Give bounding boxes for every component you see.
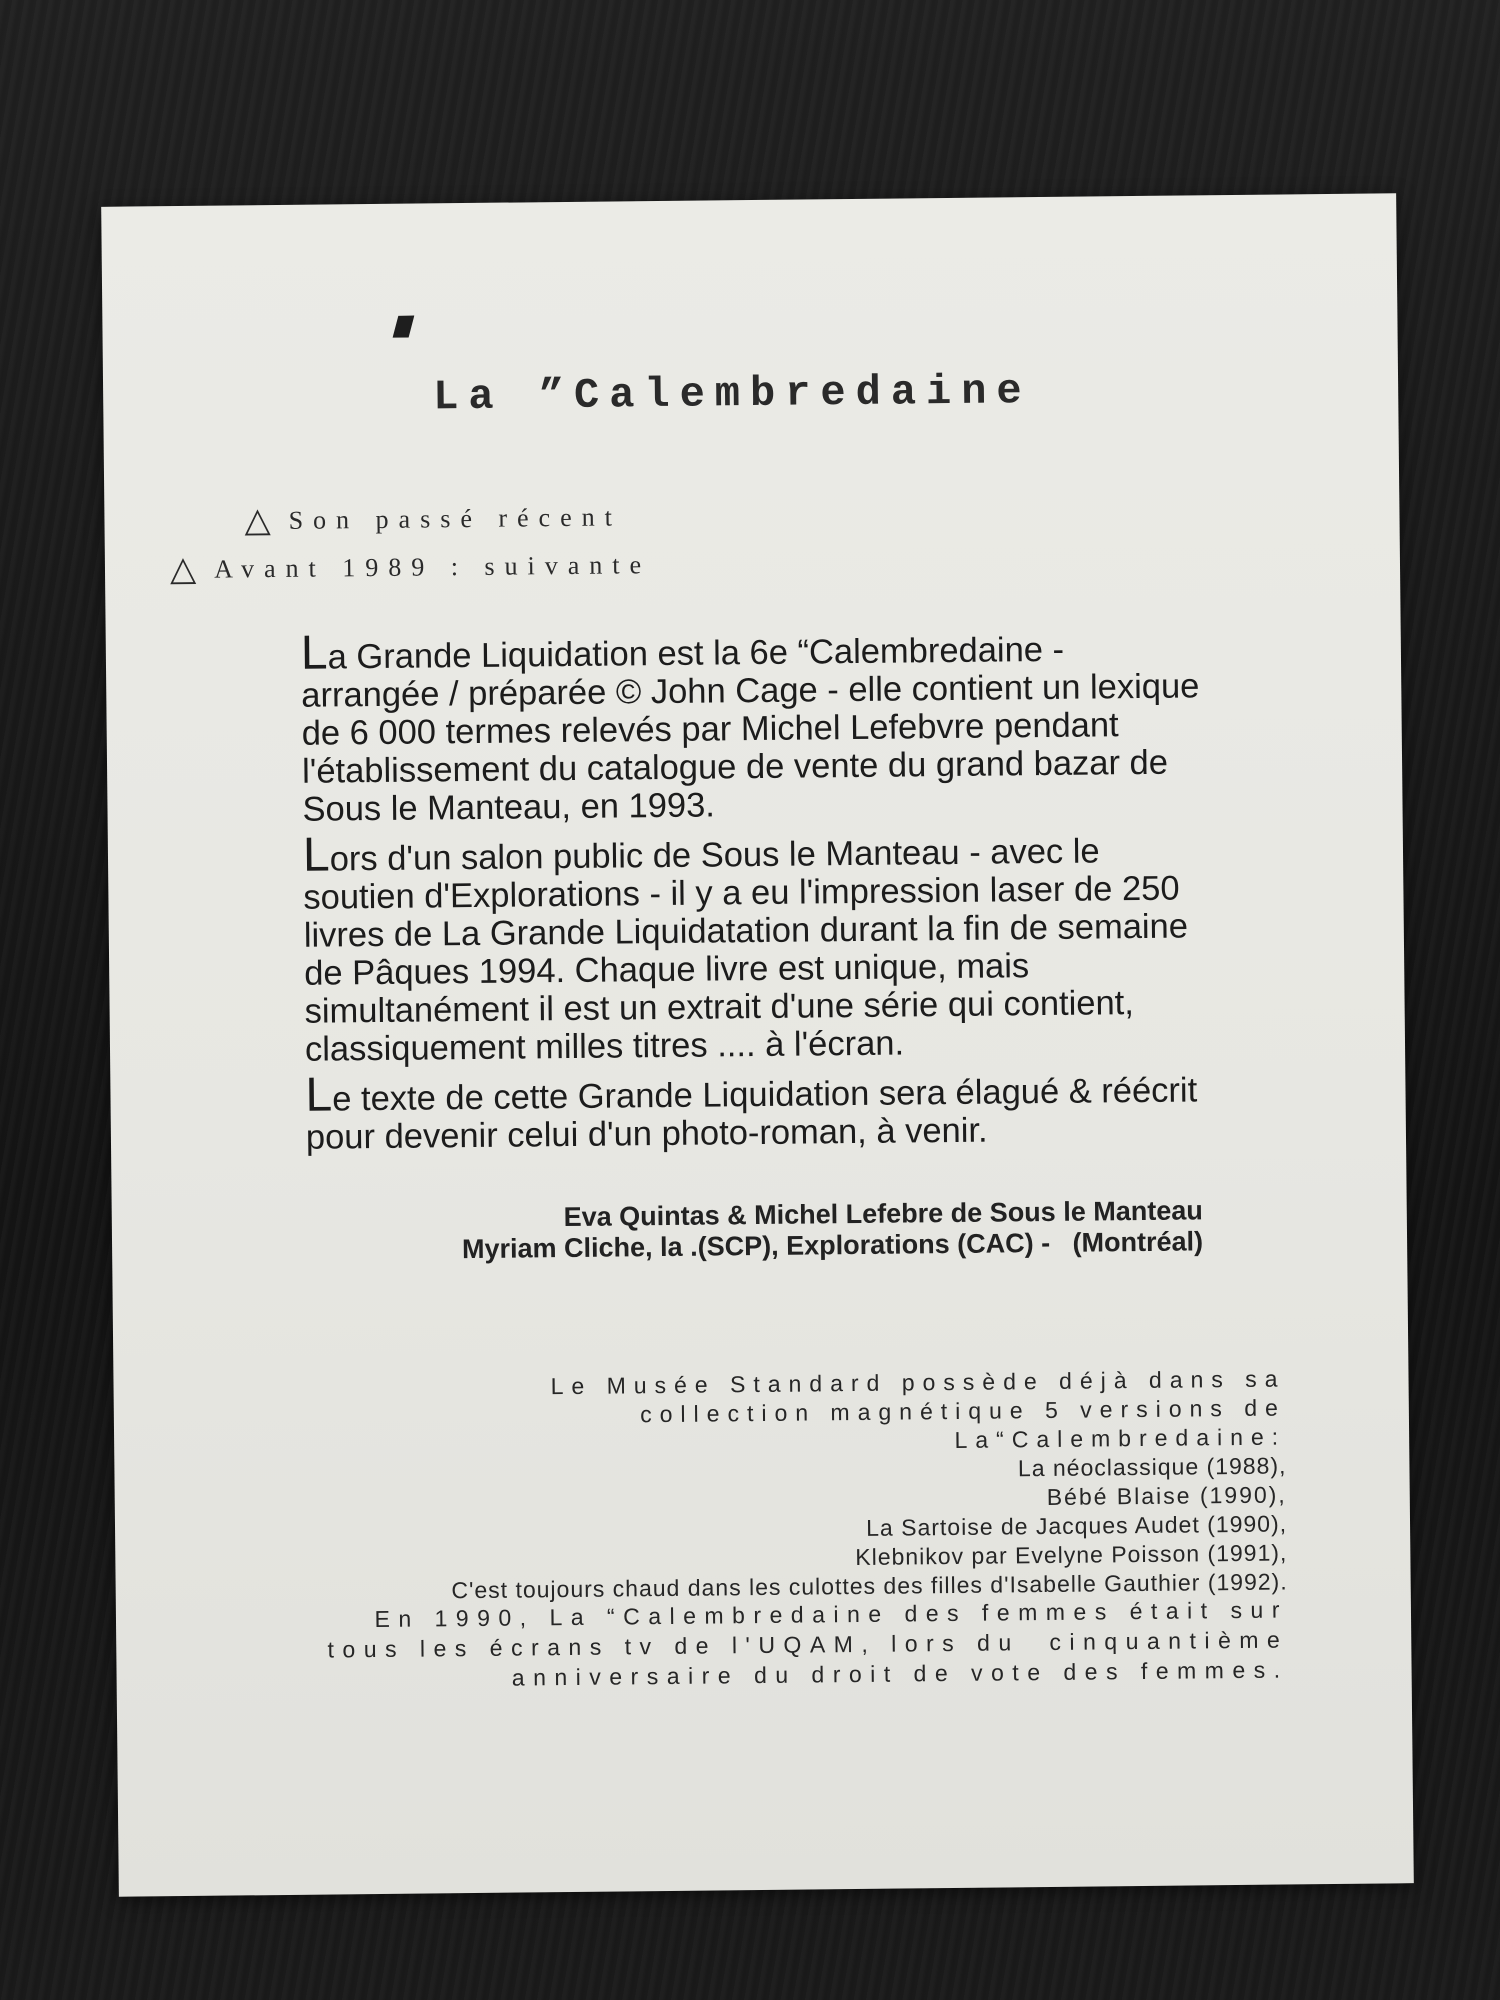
signature-block <box>307 1195 1204 1266</box>
version-item: La Sartoise de Jacques Audet (1990), <box>866 1510 1288 1541</box>
musee-intro-line: Le Musée Standard possède déjà dans sa <box>550 1365 1286 1400</box>
version-item: Klebnikov par Evelyne Poisson (1991), <box>855 1539 1288 1571</box>
paragraph-initial: L <box>300 626 328 680</box>
paragraph <box>303 827 1215 1069</box>
paragraph <box>305 1067 1216 1157</box>
musee-section <box>213 1364 1287 1607</box>
musee-intro-line: collection magnétique 5 versions de <box>640 1394 1286 1428</box>
note-line: En 1990, La “Calembredaine des femmes était sur <box>374 1596 1289 1633</box>
body-text <box>301 625 1217 1165</box>
document-title: La ”Calembredaine <box>432 367 1032 422</box>
paragraph-text: a Grande Liquidation est la 6e “Calembredaine - arrangée / préparée © John Cage - elle contient un lexique de 6 000 termes relevés par Michel Lefebvre pendant l'établissement du catalogue de vente du grand bazar de Sous le Manteau, en 1993. <box>301 630 1200 829</box>
musee-intro-line: La“Calembredaine: <box>954 1423 1287 1453</box>
note-line: tous les écrans tv de l'UQAM, lors du cinquantième <box>327 1626 1289 1663</box>
triangle-icon: △ <box>169 548 197 590</box>
paragraph <box>301 625 1213 829</box>
note-1990 <box>136 1594 1289 1696</box>
version-item: La néoclassique (1988), <box>1017 1452 1287 1482</box>
note-line: anniversaire du droit de vote des femmes. <box>511 1656 1289 1691</box>
heading-line-1 <box>244 496 622 540</box>
heading-line-2 <box>170 544 652 589</box>
paragraph-initial: L <box>305 1068 333 1122</box>
signature-line-2: Myriam Cliche, la .(SCP), Explorations (CAC) - (Montréal) <box>461 1226 1204 1265</box>
paragraph-text: e texte de cette Grande Liquidation sera élagué & réécrit pour devenir celui d'un photo-roman, à venir. <box>305 1071 1198 1157</box>
version-item: C'est toujours chaud dans les culottes des filles d'Isabelle Gauthier (1992). <box>451 1568 1288 1604</box>
version-item: Bébé Blaise (1990), <box>1046 1481 1287 1510</box>
heading-line-2-text: Avant 1989 : suivante <box>213 550 652 584</box>
paragraph-initial: L <box>302 828 330 882</box>
heading-line-1-text: Son passé récent <box>288 502 623 535</box>
triangle-icon: △ <box>244 500 271 541</box>
slash-mark-icon <box>392 316 414 338</box>
signature-line-1: Eva Quintas & Michel Lefebre de Sous le Manteau <box>563 1195 1203 1233</box>
paragraph-text: ors d'un salon public de Sous le Manteau - avec le soutien d'Explorations - il y a eu l'impression laser de 250 livres de La Grande Liquidatation durant la fin de semaine de Pâques 1994. Chaque livre est unique, mais simultanément il est un extrait d'une série qui contient, classiquement milles titres .... à l'écran. <box>303 832 1189 1069</box>
document-page <box>101 193 1414 1896</box>
